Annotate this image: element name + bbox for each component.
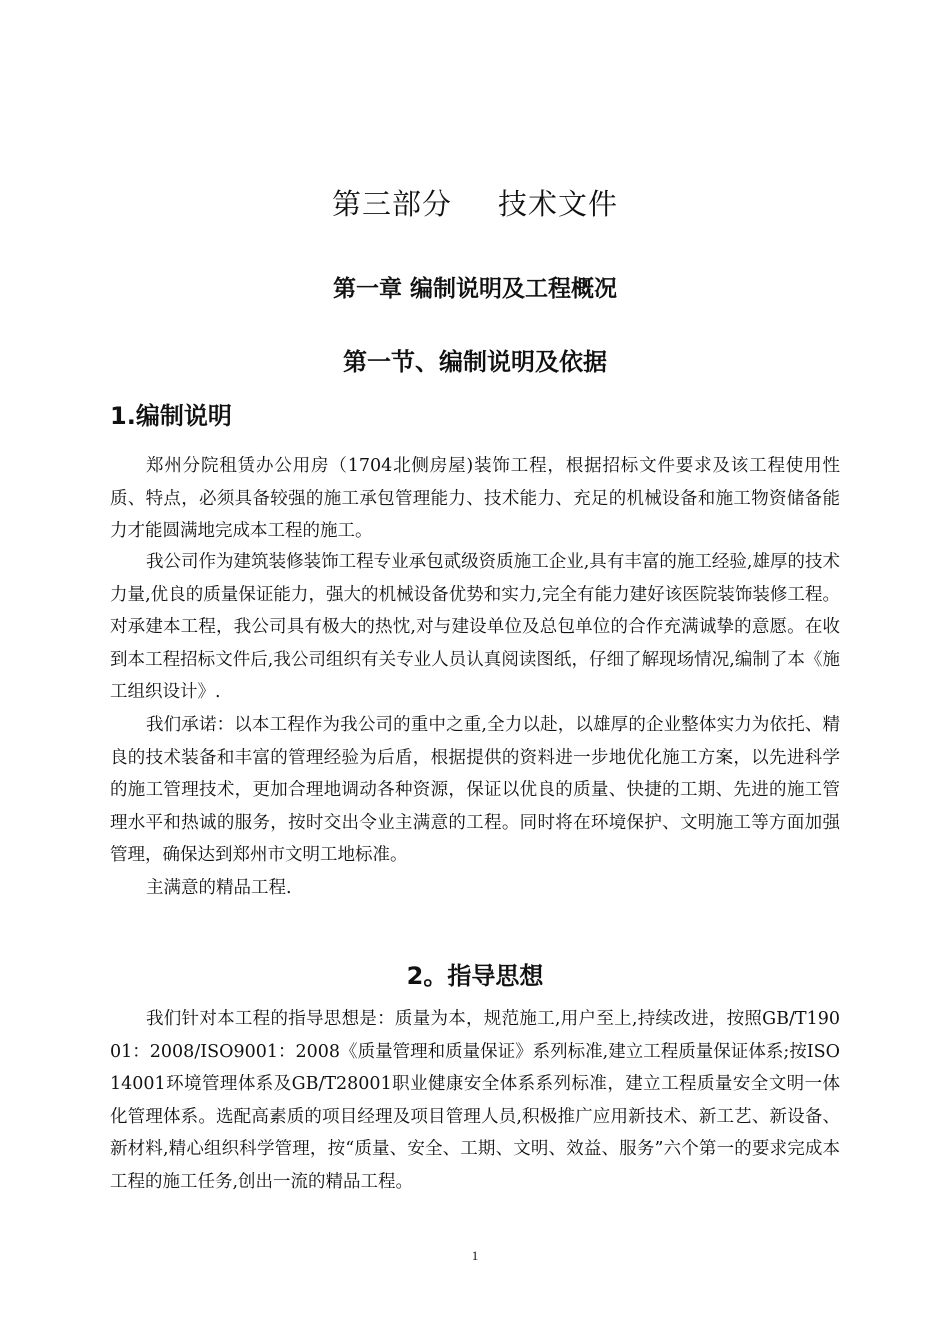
part-title-label: 第三部分 <box>331 187 452 221</box>
paragraph: 主满意的精品工程. <box>146 878 292 898</box>
page-number: 1 <box>471 1248 479 1263</box>
part-title-subject: 技术文件 <box>498 187 619 221</box>
chapter-title: 第一章 编制说明及工程概况 <box>332 276 617 302</box>
paragraph: 我公司作为建筑装修装饰工程专业承包贰级资质施工企业,具有丰富的施工经验,雄厚的技术力量,优良的质量保证能力，强大的机械设备优势和实力,完全有能力建好该医院装饰装修工程。对承建本工程，我公司具有极大的热忱,对与建设单位及总包单位的合作充满诚挚的意愿。在收到本工程招标文件后,我公司组织有关专业人员认真阅读图纸，仔细了解现场情况,编制了本《施工组织设计》. <box>110 552 840 702</box>
heading-guiding-ideology: 2。指导思想 <box>406 962 544 990</box>
paragraph: 我们针对本工程的指导思想是：质量为本，规范施工,用户至上,持续改进，按照GB/T19001：2008/ISO9001：2008《质量管理和质量保证》系列标准,建立工程质量保证体系;按ISO14001环境管理体系及GB/T28001职业健康安全体系系列标准，建立工程质量安全文明一体化管理体系。选配高素质的项目经理及项目管理人员,积极推广应用新技术、新工艺、新设备、新材料,精心组织科学管理，按“质量、安全、工期、文明、效益、服务”六个第一的要求完成本工程的施工任务,创出一流的精品工程。 <box>110 1009 840 1192</box>
paragraph: 郑州分院租赁办公用房（1704北侧房屋)装饰工程，根据招标文件要求及该工程使用性质、特点，必须具备较强的施工承包管理能力、技术能力、充足的机械设备和施工物资储备能力才能圆满地完成本工程的施工。 <box>110 456 840 541</box>
part-title <box>0 182 950 223</box>
heading-compilation-notes: 1.编制说明 <box>110 402 232 430</box>
paragraph: 我们承诺：以本工程作为我公司的重中之重,全力以赴，以雄厚的企业整体实力为依托、精良的技术装备和丰富的管理经验为后盾，根据提供的资料进一步地优化施工方案，以先进科学的施工管理技术，更加合理地调动各种资源，保证以优良的质量、快捷的工期、先进的施工管理水平和热诚的服务，按时交出令业主满意的工程。同时将在环境保护、文明施工等方面加强管理，确保达到郑州市文明工地标准。 <box>110 715 840 865</box>
section-title: 第一节、编制说明及依据 <box>343 348 607 376</box>
